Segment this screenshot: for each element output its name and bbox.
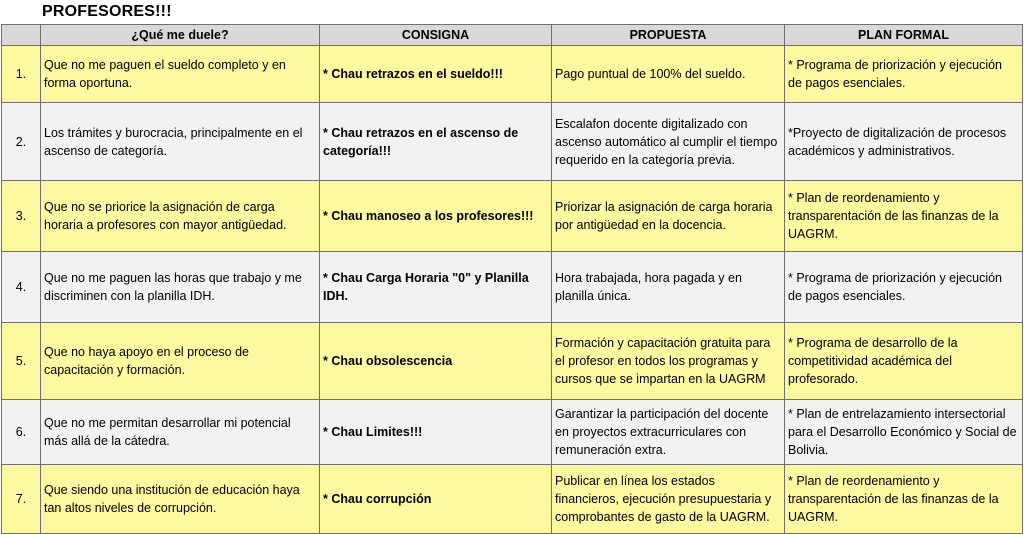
cell-plan-formal: * Programa de priorización y ejecución de pagos esenciales. bbox=[785, 252, 1023, 323]
row-number: 7. bbox=[2, 465, 41, 534]
cell-consigna: * Chau retrazos en el sueldo!!! bbox=[320, 46, 552, 103]
cell-plan-formal: *Proyecto de digitalización de procesos académicos y administrativos. bbox=[785, 103, 1023, 181]
cell-plan-formal: * Programa de priorización y ejecución de pagos esenciales. bbox=[785, 46, 1023, 103]
row-number: 2. bbox=[2, 103, 41, 181]
row-number: 5. bbox=[2, 323, 41, 400]
cell-consigna: * Chau Carga Horaria "0" y Planilla IDH. bbox=[320, 252, 552, 323]
row-number: 3. bbox=[2, 181, 41, 252]
cell-plan-formal: * Plan de entrelazamiento intersectorial para el Desarrollo Económico y Social de Bolivia. bbox=[785, 400, 1023, 465]
cell-que-me-duele: Que no me paguen las horas que trabajo y me discriminen con la planilla IDH. bbox=[41, 252, 320, 323]
cell-propuesta: Escalafon docente digitalizado con ascenso automático al cumplir el tiempo requerido en la categoría previa. bbox=[552, 103, 785, 181]
row-number: 6. bbox=[2, 400, 41, 465]
cell-propuesta: Hora trabajada, hora pagada y en planilla única. bbox=[552, 252, 785, 323]
table-row bbox=[2, 252, 1023, 323]
header-consigna: CONSIGNA bbox=[320, 25, 552, 46]
cell-propuesta: Priorizar la asignación de carga horaria por antigüedad en la docencia. bbox=[552, 181, 785, 252]
header-que-me-duele: ¿Qué me duele? bbox=[41, 25, 320, 46]
cell-que-me-duele: Que no haya apoyo en el proceso de capacitación y formación. bbox=[41, 323, 320, 400]
cell-plan-formal: * Programa de desarrollo de la competitividad académica del profesorado. bbox=[785, 323, 1023, 400]
cell-consigna: * Chau manoseo a los profesores!!! bbox=[320, 181, 552, 252]
cell-propuesta: Garantizar la participación del docente en proyectos extracurriculares con remuneración extra. bbox=[552, 400, 785, 465]
header-plan-formal: PLAN FORMAL bbox=[785, 25, 1023, 46]
table-row bbox=[2, 103, 1023, 181]
cell-que-me-duele: Que no me permitan desarrollar mi potencial más allá de la cátedra. bbox=[41, 400, 320, 465]
proposals-table bbox=[1, 24, 1023, 534]
cell-que-me-duele: Que no me paguen el sueldo completo y en forma oportuna. bbox=[41, 46, 320, 103]
row-number: 1. bbox=[2, 46, 41, 103]
cell-propuesta: Publicar en línea los estados financieros, ejecución presupuestaria y comprobantes de gasto de la UAGRM. bbox=[552, 465, 785, 534]
header-number bbox=[2, 25, 41, 46]
cell-consigna: * Chau retrazos en el ascenso de categoría!!! bbox=[320, 103, 552, 181]
header-propuesta: PROPUESTA bbox=[552, 25, 785, 46]
table-row bbox=[2, 181, 1023, 252]
page-title: PROFESORES!!! bbox=[42, 3, 172, 20]
table-row bbox=[2, 323, 1023, 400]
cell-plan-formal: * Plan de reordenamiento y transparentación de las finanzas de la UAGRM. bbox=[785, 181, 1023, 252]
cell-plan-formal: * Plan de reordenamiento y transparentación de las finanzas de la UAGRM. bbox=[785, 465, 1023, 534]
table-row bbox=[2, 46, 1023, 103]
cell-que-me-duele: Que no se priorice la asignación de carga horaria a profesores con mayor antigüedad. bbox=[41, 181, 320, 252]
table-row bbox=[2, 465, 1023, 534]
cell-propuesta: Formación y capacitación gratuita para el profesor en todos los programas y cursos que se impartan en la UAGRM bbox=[552, 323, 785, 400]
cell-consigna: * Chau corrupción bbox=[320, 465, 552, 534]
row-number: 4. bbox=[2, 252, 41, 323]
cell-que-me-duele: Los trámites y burocracia, principalmente en el ascenso de categoría. bbox=[41, 103, 320, 181]
table-row bbox=[2, 400, 1023, 465]
table-header-row bbox=[2, 25, 1023, 46]
cell-que-me-duele: Que siendo una institución de educación haya tan altos niveles de corrupción. bbox=[41, 465, 320, 534]
cell-propuesta: Pago puntual de 100% del sueldo. bbox=[552, 46, 785, 103]
cell-consigna: * Chau obsolescencia bbox=[320, 323, 552, 400]
cell-consigna: * Chau Limites!!! bbox=[320, 400, 552, 465]
